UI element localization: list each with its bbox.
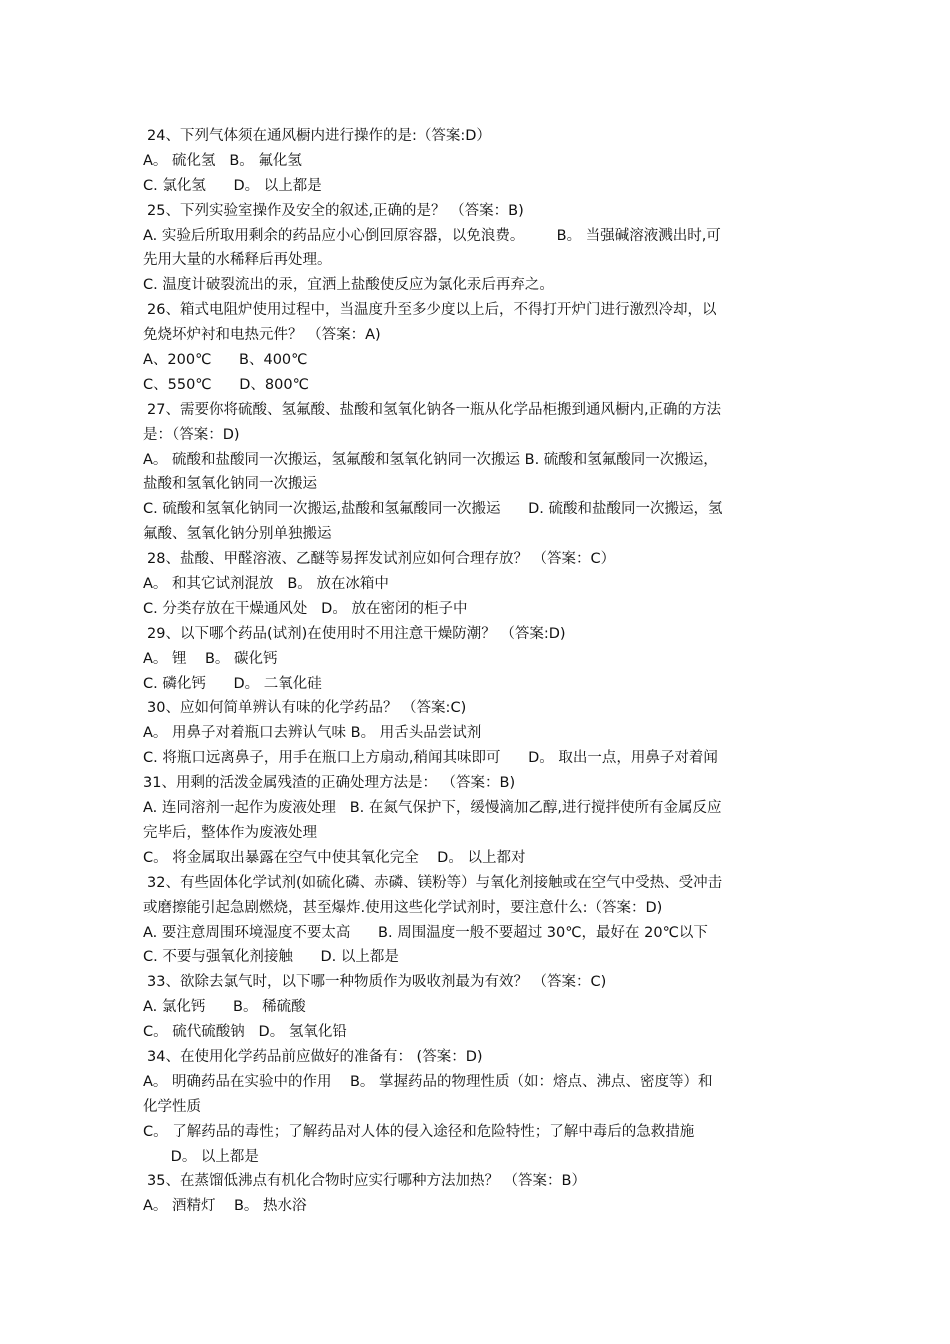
text-line: C。 将金属取出暴露在空气中使其氧化完全 D。 以上都对 <box>143 849 526 866</box>
text-line: A. 氯化钙 B。 稀硫酸 <box>143 999 306 1016</box>
text-line: C. 不要与强氧化剂接触 D. 以上都是 <box>143 949 399 966</box>
text-line: 氟酸、氢氧化钠分别单独搬运 <box>143 526 332 543</box>
question-line: 28、盐酸、甲醛溶液、乙醚等易挥发试剂应如何合理存放？ （答案：C） <box>147 551 616 568</box>
text-line: 或磨擦能引起急剧燃烧，甚至爆炸.使用这些化学试剂时，要注意什么:（答案：D) <box>143 899 663 916</box>
text-line: A。 锂 B。 碳化钙 <box>143 650 278 667</box>
document-body <box>143 124 811 1219</box>
question-line: 35、在蒸馏低沸点有机化合物时应实行哪种方法加热？ （答案：B） <box>147 1173 587 1190</box>
text-line: D。 以上都是 <box>143 1148 259 1165</box>
text-line: A、200℃ B、400℃ <box>143 352 308 369</box>
question-line: 30、应如何简单辨认有味的化学药品？ （答案:C) <box>147 700 467 717</box>
question-line: 26、箱式电阻炉使用过程中，当温度升至多少度以上后，不得打开炉门进行激烈冷却，以 <box>147 302 717 319</box>
text-line: C. 氯化氢 D。 以上都是 <box>143 177 322 194</box>
text-line: C. 温度计破裂流出的汞，宜洒上盐酸使反应为氯化汞后再弃之。 <box>143 277 554 294</box>
text-line: 31、用剩的活泼金属残渣的正确处理方法是： （答案：B) <box>143 775 516 792</box>
text-line: C、550℃ D、800℃ <box>143 376 309 393</box>
question-line: 33、欲除去氯气时，以下哪一种物质作为吸收剂最为有效？ （答案：C) <box>147 974 607 991</box>
question-line: 34、在使用化学药品前应做好的准备有： (答案：D) <box>147 1048 483 1065</box>
text-line: A。 硫酸和盐酸同一次搬运，氢氟酸和氢氧化钠同一次搬运 B. 硫酸和氢氟酸同一次搬运， <box>143 451 718 468</box>
text-line: C。 了解药品的毒性；了解药品对人体的侵入途径和危险特性；了解中毒后的急救措施 <box>143 1123 695 1140</box>
text-line: C. 磷化钙 D。 二氧化硅 <box>143 675 322 692</box>
text-line: 完毕后，整体作为废液处理 <box>143 824 317 841</box>
question-line: 32、有些固体化学试剂(如硫化磷、赤磷、镁粉等）与氧化剂接触或在空气中受热、受冲击 <box>147 874 723 891</box>
text-line: 是：（答案：D) <box>143 426 240 443</box>
text-line: A. 要注意周围环境湿度不要太高 B. 周围温度一般不要超过 30℃，最好在 20℃以下 <box>143 924 708 941</box>
question-line: 25、下列实验室操作及安全的叙述,正确的是？ （答案：B) <box>147 202 524 219</box>
text-line: A. 连同溶剂一起作为废液处理 B. 在氮气保护下，缓慢滴加乙醇,进行搅拌使所有金属反应 <box>143 800 722 817</box>
text-line: 化学性质 <box>143 1098 201 1115</box>
question-line: 29、以下哪个药品(试剂)在使用时不用注意干燥防潮？ （答案:D) <box>147 625 566 642</box>
question-line: 27、需要你将硫酸、氢氟酸、盐酸和氢氧化钠各一瓶从化学品柜搬到通风橱内,正确的方法 <box>147 401 722 418</box>
text-line: 先用大量的水稀释后再处理。 <box>143 252 332 269</box>
text-line: C. 将瓶口远离鼻子，用手在瓶口上方扇动,稍闻其味即可 D。 取出一点，用鼻子对着闻 <box>143 750 718 767</box>
text-line: A。 硫化氢 B。 氟化氢 <box>143 152 302 169</box>
text-line: A。 明确药品在实验中的作用 B。 掌握药品的物理性质（如：熔点、沸点、密度等）和 <box>143 1073 713 1090</box>
text-line: A。 和其它试剂混放 B。 放在冰箱中 <box>143 576 389 593</box>
text-line: A。 酒精灯 B。 热水浴 <box>143 1198 307 1215</box>
question-line: 24、下列气体须在通风橱内进行操作的是:（答案:D） <box>147 128 491 144</box>
text-line: C。 硫代硫酸钠 D。 氢氧化铅 <box>143 1024 347 1041</box>
text-line: 免烧坏炉衬和电热元件？ （答案：A) <box>143 327 381 344</box>
text-line: C. 分类存放在干燥通风处 D。 放在密闭的柜子中 <box>143 600 468 617</box>
text-line: C. 硫酸和氢氧化钠同一次搬运,盐酸和氢氟酸同一次搬运 D. 硫酸和盐酸同一次搬运，氢 <box>143 501 723 518</box>
text-line: A. 实验后所取用剩余的药品应小心倒回原容器，以免浪费。 B。 当强碱溶液溅出时,可 <box>143 227 721 244</box>
text-line: A。 用鼻子对着瓶口去辨认气味 B。 用舌头品尝试剂 <box>143 725 482 742</box>
text-line: 盐酸和氢氧化钠同一次搬运 <box>143 476 317 493</box>
